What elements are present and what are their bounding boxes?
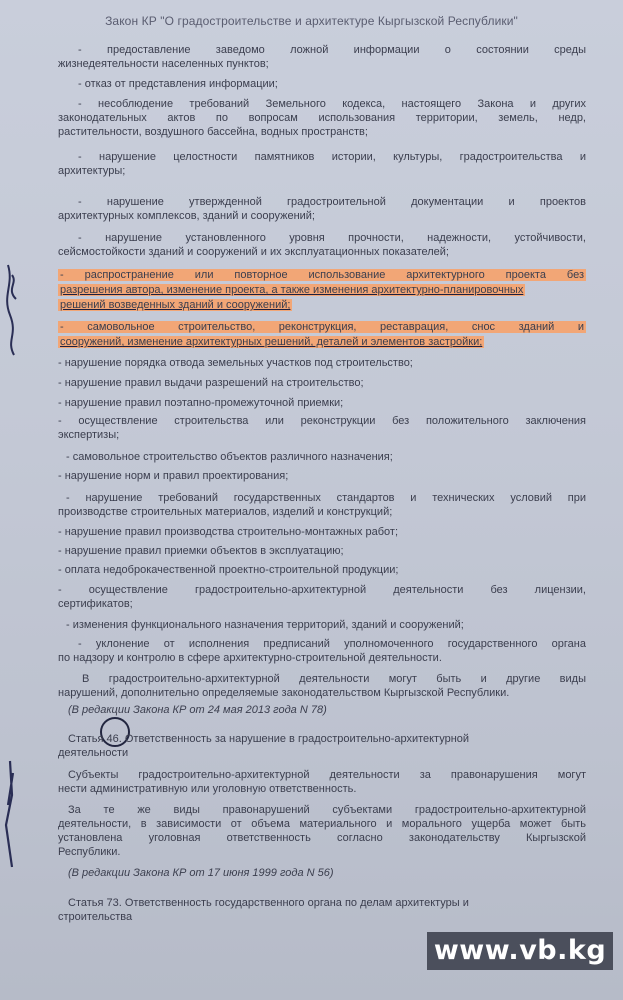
text-line: экспертизы; — [58, 429, 120, 441]
article-heading: строительства — [58, 911, 133, 923]
text-line: - нарушение правил поэтапно-промежуточной приемки; — [58, 397, 344, 409]
article-heading: Статья 46. Ответственность за нарушение в градостроительно-архитектурной — [68, 733, 470, 745]
text-line: архитектурных комплексов, зданий и сооружений; — [58, 210, 315, 222]
text-line: - уклонение от исполнения предписаний уполномоченного государственного органа — [78, 638, 586, 650]
text-line: - нарушение норм и правил проектирования; — [58, 470, 289, 482]
text-line: Субъекты градостроительно-архитектурной деятельности за правонарушения могут — [68, 769, 586, 781]
highlight-mark: - распространение или повторное использование архитектурного проекта без — [60, 269, 584, 281]
text-line: нарушений, дополнительно определяемые законодательством Кыргызской Республики. — [58, 687, 510, 699]
text-line: законодательных актов по вопросам использования территории, земель, недр, — [58, 112, 586, 124]
highlight-mark: решений возведенных зданий и сооружений; — [60, 299, 291, 311]
text-line: архитектуры; — [58, 165, 126, 177]
text-line: - нарушение требований государственных стандартов и технических условий при — [66, 492, 586, 504]
text-line: - предоставление заведомо ложной информации о состоянии среды — [78, 44, 586, 56]
highlighted-line — [58, 268, 586, 282]
highlighted-line — [58, 320, 586, 334]
text-line: - нарушение целостности памятников истории, культуры, градостроительства и — [78, 151, 586, 163]
highlight-mark: - самовольное строительство, реконструкция, реставрация, снос зданий и — [60, 321, 584, 333]
text-line: - нарушение установленного уровня прочности, надежности, устойчивости, — [78, 232, 586, 244]
article-heading: Статья 73. Ответственность государственного органа по делам архитектуры и — [68, 897, 469, 909]
text-line: - нарушение порядка отвода земельных участков под строительство; — [58, 357, 413, 369]
text-line: растительности, воздушного бассейна, водных пространств; — [58, 126, 368, 138]
text-line: - самовольное строительство объектов различного назначения; — [66, 451, 393, 463]
margin-scribble-icon — [0, 255, 30, 365]
highlight-mark: сооружений, изменение архитектурных решений, деталей и элементов застройки; — [60, 336, 483, 348]
text-line: - нарушение правил выдачи разрешений на строительство; — [58, 377, 364, 389]
document-header: Закон КР "О градостроительстве и архитектуре Кыргызской Республики" — [105, 14, 518, 28]
text-line: сертификатов; — [58, 598, 133, 610]
text-line: - оплата недоброкачественной проектно-строительной продукции; — [58, 564, 399, 576]
highlighted-line — [58, 298, 586, 312]
text-line: - осуществление градостроительно-архитектурной деятельности без лицензии, — [58, 584, 586, 596]
amendment-note: (В редакции Закона КР от 24 мая 2013 года N 78) — [68, 704, 327, 716]
margin-scribble-icon — [0, 755, 22, 875]
text-line: - нарушение правил производства строительно-монтажных работ; — [58, 526, 399, 538]
text-line: - нарушение правил приемки объектов в эксплуатацию; — [58, 545, 344, 557]
text-line: - нарушение утвержденной градостроительной документации и проектов — [78, 196, 586, 208]
highlighted-line — [58, 335, 586, 349]
text-line: по надзору и контролю в сфере архитектурно-строительной деятельности. — [58, 652, 442, 664]
highlighted-line — [58, 283, 586, 297]
text-line: - несоблюдение требований Земельного кодекса, настоящего Закона и других — [78, 98, 586, 110]
text-line: нести административную или уголовную ответственность. — [58, 783, 357, 795]
text-line: - осуществление строительства или реконструкции без положительного заключения — [58, 415, 586, 427]
text-line: - изменения функционального назначения территорий, зданий и сооружений; — [66, 619, 464, 631]
text-line: производстве строительных материалов, изделий и конструкций; — [58, 506, 393, 518]
text-line: За те же виды правонарушений субъектами градостроительно-архитектурной — [68, 804, 586, 816]
text-line: В градостроительно-архитектурной деятельности могут быть и другие виды — [82, 673, 586, 685]
text-line: установлена уголовная ответственность согласно законодательству Кыргызской — [58, 832, 586, 844]
text-line: - отказ от представления информации; — [78, 78, 278, 90]
text-line: Республики. — [58, 846, 121, 858]
text-line: жизнедеятельности населенных пунктов; — [58, 58, 269, 70]
text-line: сейсмостойкости зданий и сооружений и их эксплуатационных показателей; — [58, 246, 449, 258]
amendment-note: (В редакции Закона КР от 17 июня 1999 года N 56) — [68, 867, 334, 879]
article-heading: деятельности — [58, 747, 129, 759]
highlight-mark: разрешения автора, изменение проекта, а также изменения архитектурно-планировочных — [60, 284, 524, 296]
text-line: деятельности, в зависимости от объема материального и морального ущерба может быть — [58, 818, 586, 830]
site-watermark: www.vb.kg — [427, 932, 613, 970]
